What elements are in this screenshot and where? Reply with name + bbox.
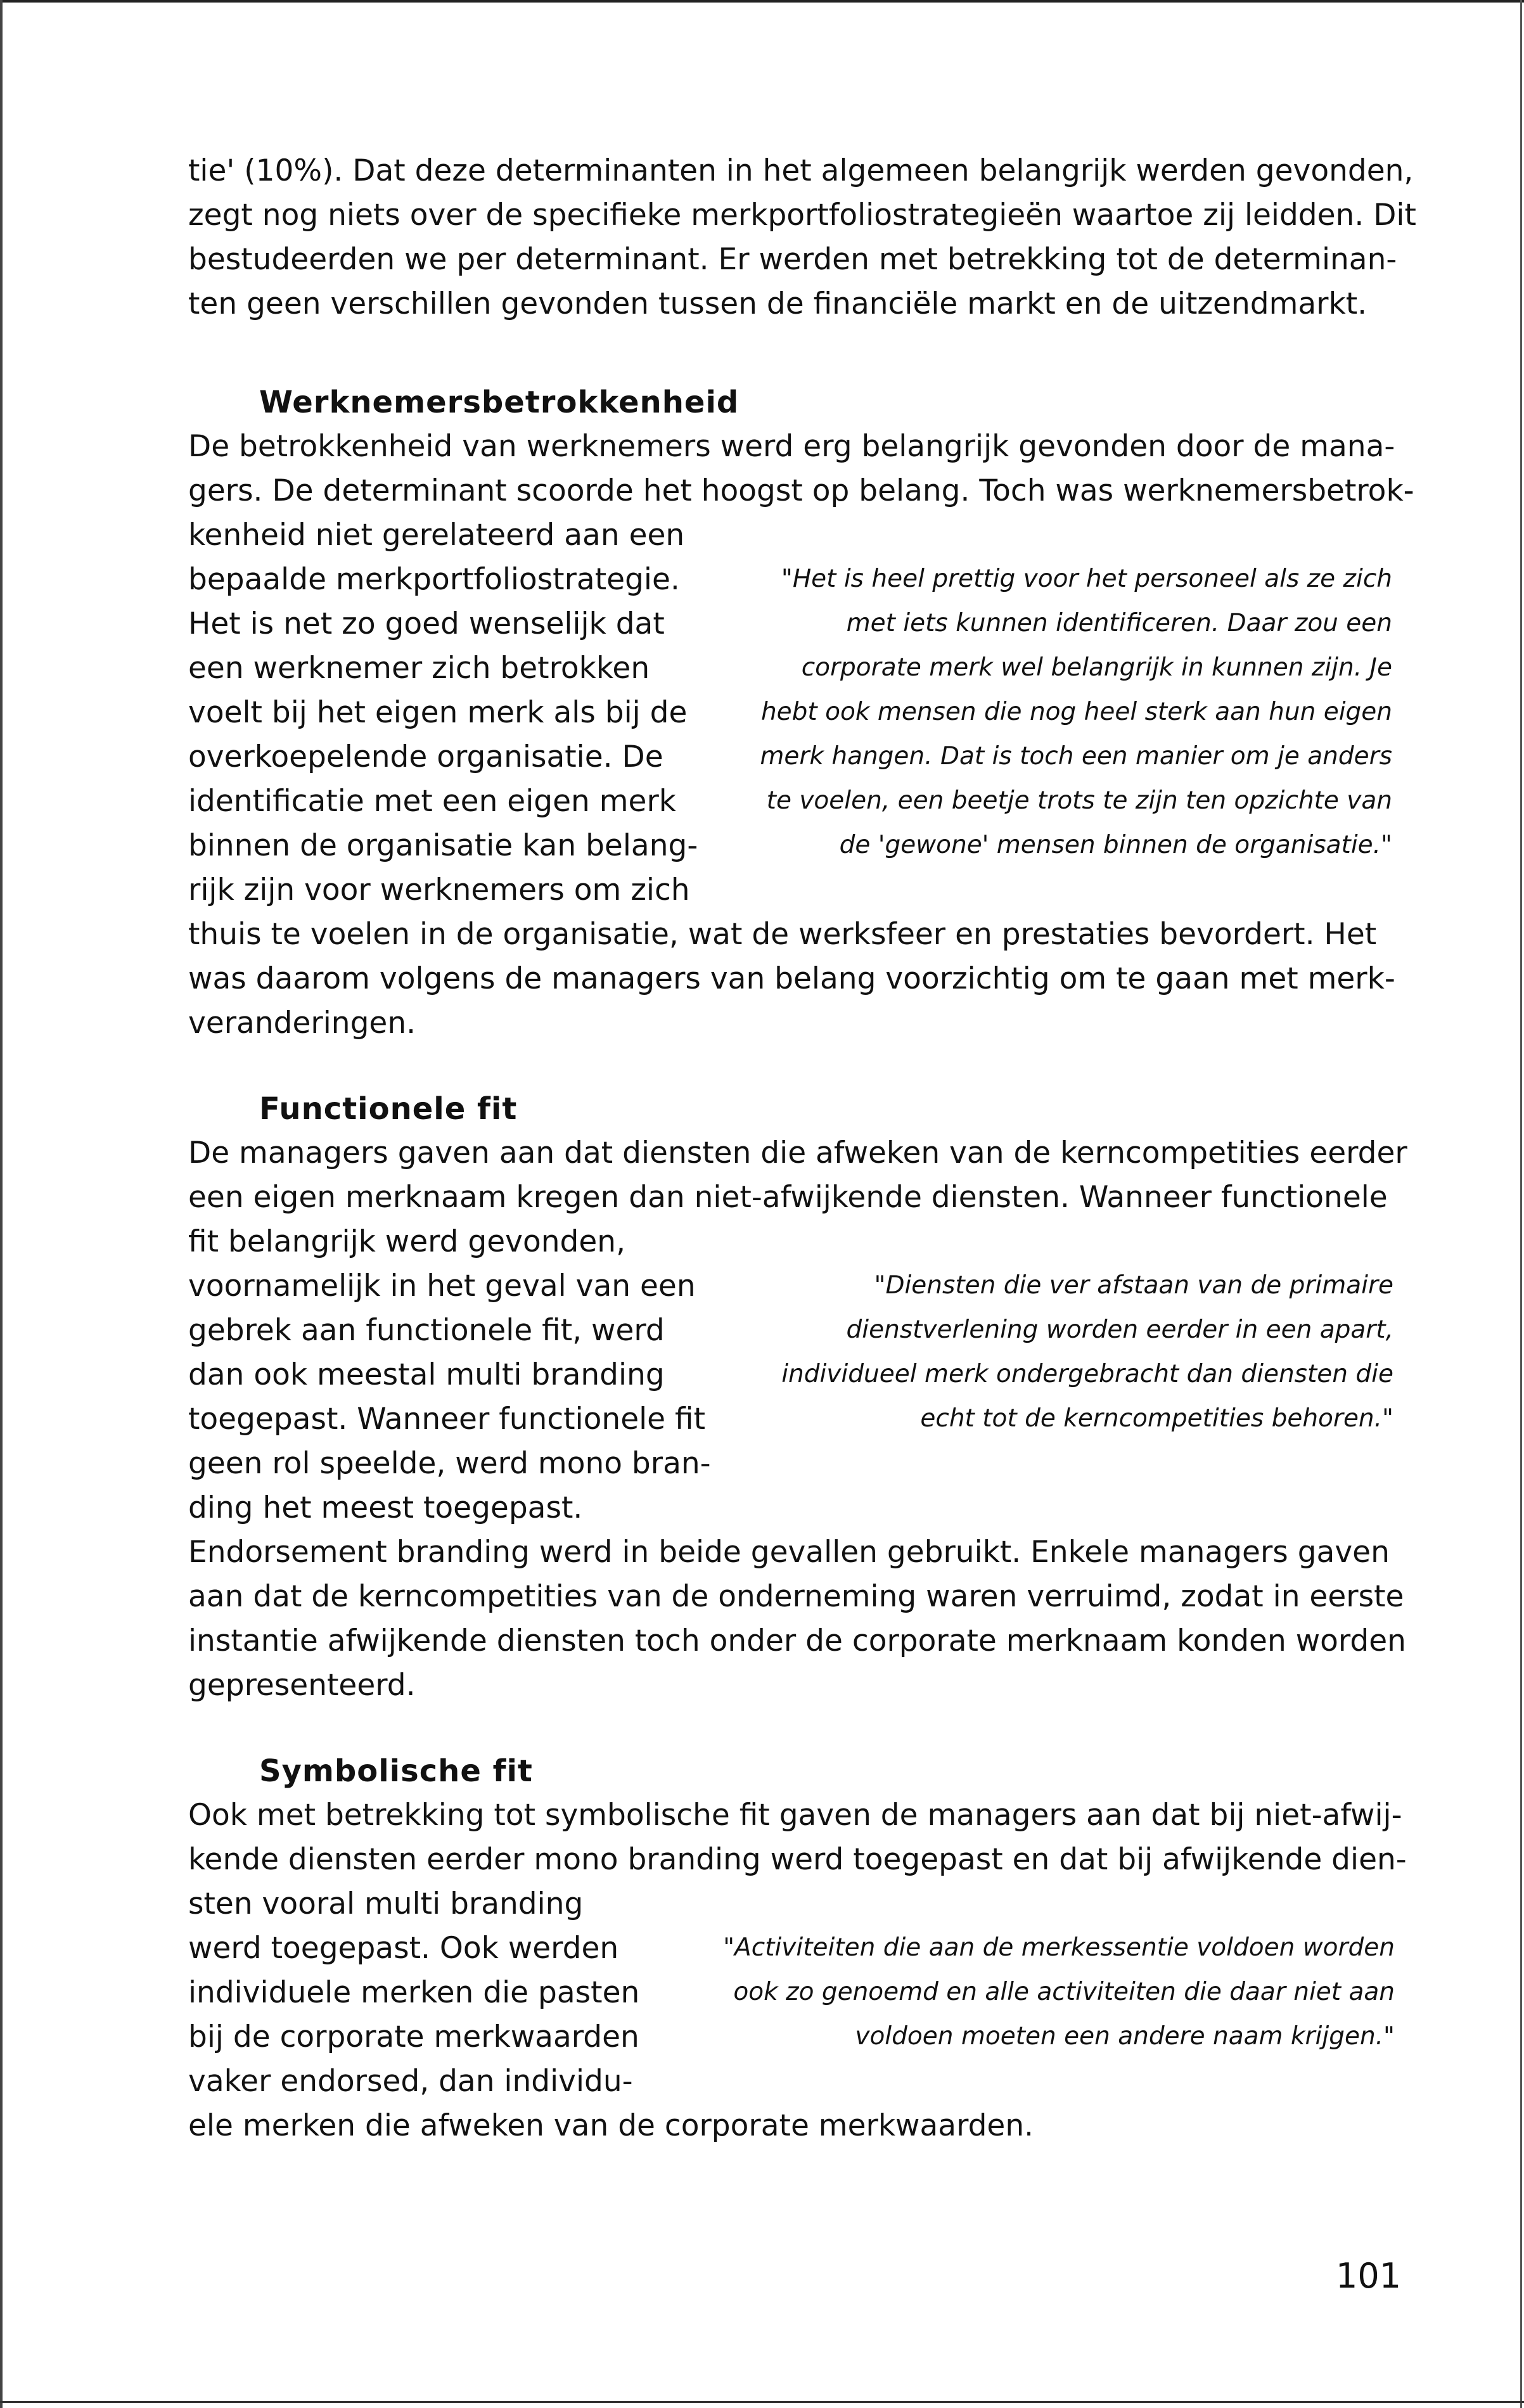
- body-line: gebrek aan functionele fit, werd: [188, 1313, 665, 1348]
- quote-line: individueel merk ondergebracht dan diensten die: [781, 1360, 1393, 1388]
- body-line: individuele merken die pasten: [188, 1975, 640, 2010]
- intro-line: ten geen verschillen gevonden tussen de financiële markt en de uitzendmarkt.: [188, 286, 1367, 321]
- page-edge-bottom: [0, 2401, 1524, 2403]
- quote-line: "Activiteiten die aan de merkessentie voldoen worden: [723, 1933, 1395, 1962]
- body-line: bepaalde merkportfoliostrategie.: [188, 562, 680, 597]
- body-line: toegepast. Wanneer functionele fit: [188, 1402, 706, 1437]
- body-line: instantie afwijkende diensten toch onder de corporate merknaam konden worden: [188, 1623, 1406, 1658]
- body-line: dan ook meestal multi branding: [188, 1357, 665, 1392]
- quote-line: "Het is heel prettig voor het personeel als ze zich: [781, 565, 1392, 593]
- body-line: Het is net zo goed wenselijk dat: [188, 606, 665, 641]
- body-line: een eigen merknaam kregen dan niet-afwijkende diensten. Wanneer functionele: [188, 1180, 1388, 1215]
- body-line: gepresenteerd.: [188, 1668, 416, 1703]
- page-edge-top: [0, 0, 1524, 3]
- quote-line: voldoen moeten een andere naam krijgen.": [855, 2022, 1395, 2051]
- quote-line: echt tot de kerncompetities behoren.": [920, 1404, 1393, 1433]
- body-line: rijk zijn voor werknemers om zich: [188, 873, 690, 907]
- section-heading: Werknemersbetrokkenheid: [259, 385, 740, 420]
- body-line: De betrokkenheid van werknemers werd erg belangrijk gevonden door de mana-: [188, 429, 1395, 464]
- body-line: kende diensten eerder mono branding werd toegepast en dat bij afwijkende dien-: [188, 1842, 1407, 1877]
- quote-line: te voelen, een beetje trots te zijn ten opzichte van: [766, 786, 1392, 815]
- body-line: ding het meest toegepast.: [188, 1490, 583, 1525]
- body-line: voornamelijk in het geval van een: [188, 1269, 696, 1303]
- body-line: aan dat de kerncompetities van de onderneming waren verruimd, zodat in eerste: [188, 1579, 1404, 1614]
- quote-line: corporate merk wel belangrijk in kunnen zijn. Je: [801, 653, 1392, 682]
- quote-line: met iets kunnen identificeren. Daar zou een: [846, 609, 1392, 637]
- body-line: Endorsement branding werd in beide gevallen gebruikt. Enkele managers gaven: [188, 1535, 1390, 1570]
- body-line: ele merken die afweken van de corporate merkwaarden.: [188, 2108, 1034, 2143]
- quote-line: dienstverlening worden eerder in een apart,: [846, 1316, 1393, 1344]
- body-line: sten vooral multi branding: [188, 1886, 584, 1921]
- quote-line: merk hangen. Dat is toch een manier om je anders: [760, 742, 1392, 771]
- body-line: een werknemer zich betrokken: [188, 651, 650, 686]
- body-line: De managers gaven aan dat diensten die afweken van de kerncompetities eerder: [188, 1136, 1407, 1170]
- body-line: voelt bij het eigen merk als bij de: [188, 695, 688, 730]
- quote-line: ook zo genoemd en alle activiteiten die daar niet aan: [733, 1978, 1395, 2006]
- body-line: thuis te voelen in de organisatie, wat de werksfeer en prestaties bevordert. Het: [188, 917, 1377, 952]
- section-heading: Functionele fit: [259, 1091, 518, 1127]
- body-line: identificatie met een eigen merk: [188, 784, 676, 819]
- body-line: gers. De determinant scoorde het hoogst op belang. Toch was werknemersbetrok-: [188, 473, 1414, 508]
- quote-line: de 'gewone' mensen binnen de organisatie.": [839, 831, 1392, 859]
- page-edge-left: [0, 0, 3, 2408]
- intro-line: tie' (10%). Dat deze determinanten in het algemeen belangrijk werden gevonden,: [188, 153, 1414, 188]
- intro-line: bestudeerden we per determinant. Er werden met betrekking tot de determinan-: [188, 242, 1397, 277]
- intro-line: zegt nog niets over de specifieke merkportfoliostrategieën waartoe zij leidden. Dit: [188, 198, 1416, 233]
- body-line: bij de corporate merkwaarden: [188, 2020, 639, 2054]
- body-line: fit belangrijk werd gevonden,: [188, 1224, 626, 1259]
- page-edge-right: [1520, 0, 1522, 2408]
- body-line: Ook met betrekking tot symbolische fit gaven de managers aan dat bij niet-afwij-: [188, 1798, 1402, 1833]
- body-line: binnen de organisatie kan belang-: [188, 828, 698, 863]
- page-number: 101: [1336, 2256, 1402, 2296]
- body-line: vaker endorsed, dan individu-: [188, 2064, 633, 2099]
- body-line: kenheid niet gerelateerd aan een: [188, 518, 685, 553]
- body-line: overkoepelende organisatie. De: [188, 740, 663, 774]
- body-line: geen rol speelde, werd mono bran-: [188, 1446, 711, 1481]
- quote-line: "Diensten die ver afstaan van de primaire: [874, 1271, 1393, 1300]
- body-line: veranderingen.: [188, 1006, 416, 1041]
- body-line: was daarom volgens de managers van belang voorzichtig om te gaan met merk-: [188, 961, 1395, 996]
- quote-line: hebt ook mensen die nog heel sterk aan hun eigen: [760, 698, 1392, 726]
- body-line: werd toegepast. Ook werden: [188, 1931, 619, 1966]
- section-heading: Symbolische fit: [259, 1753, 533, 1789]
